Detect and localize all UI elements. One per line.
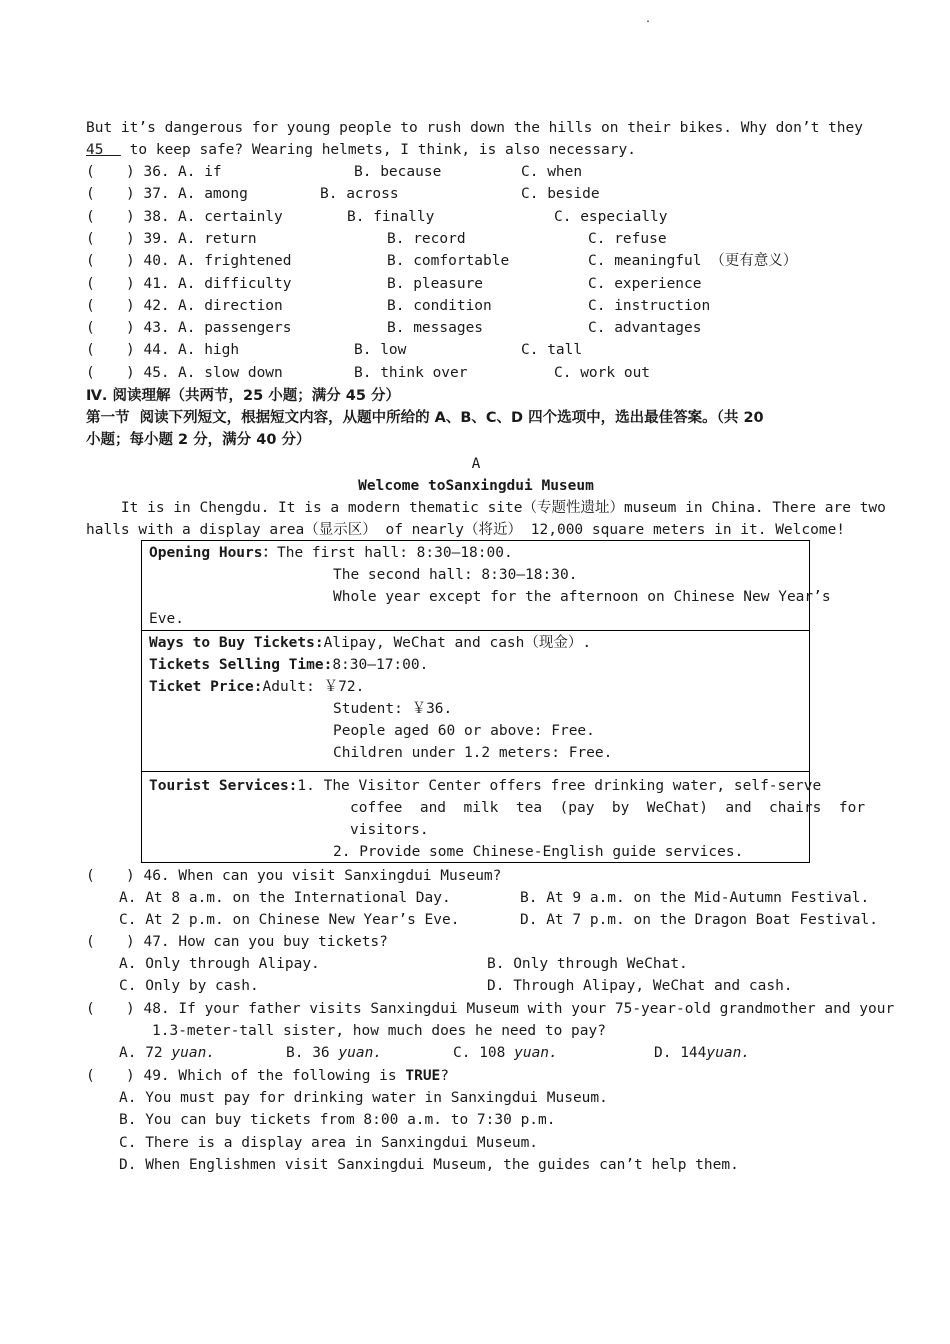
question-48-text: ) 48. If your father visits Sanxingdui Museum with your 75-year-old grandmother and your [126,1001,895,1017]
answer-paren: ( [86,208,95,225]
passage-para-line-2: halls with a display area（显示区） of nearly（将近） 12,000 square meters in it. Welcome! [86,522,846,538]
price-student: Student: ￥36. [333,701,453,717]
answer-paren: ( [86,164,95,180]
cloze-option-b: B. record [387,230,466,247]
section-instruction-2: 小题；每小题 2 分，满分 40 分） [86,432,311,448]
cloze-option-c: C. tall [521,342,583,359]
cloze-option-a: A. if [178,164,222,180]
question-46-text: ) 46. When can you visit Sanxingdui Museum? [126,868,502,884]
ways-value: Alipay, WeChat and cash（现金）. [323,635,592,651]
option-49a: A. You must pay for drinking water in Sanxingdui Museum. [119,1090,608,1106]
ticket-price-label: Ticket Price: [149,679,263,695]
cloze-option-a: A. certainly [178,208,283,225]
cloze-question-number: ) 42. [126,297,170,314]
cloze-option-a: A. difficulty [178,275,292,292]
service-2: 2. Provide some Chinese-English guide services. [333,844,744,860]
ways-label: Ways to Buy Tickets: [149,635,324,651]
passage-title: Welcome toSanxingdui Museum [358,478,594,494]
cloze-option-c: C. when [521,164,583,180]
cloze-option-c: C. instruction [588,297,711,314]
option-46a: A. At 8 a.m. on the International Day. [119,890,451,906]
cloze-question-number: ) 44. [126,342,170,359]
answer-paren: ( [86,364,95,381]
option-49d: D. When Englishmen visit Sanxingdui Museum, the guides can’t help them. [119,1157,739,1173]
cloze-option-c: C. beside [521,186,600,203]
question-48-cont: 1.3-meter-tall sister, how much does he need to pay? [152,1023,606,1039]
selling-time-label: Tickets Selling Time: [149,657,333,673]
hours-exception-cont: Eve. [149,611,184,627]
intro-line-2 [86,139,636,161]
cloze-option-b: B. because [354,164,442,180]
cloze-option-b: B. comfortable [387,253,510,270]
price-adult: Adult: ￥72. [262,679,365,695]
cloze-question-number: ) 45. [126,364,170,381]
opening-hours-label: Opening Hours： [149,545,277,561]
cloze-question-number: ) 41. [126,275,170,292]
cloze-option-b: B. across [320,186,399,203]
question-49-text: ) 49. Which of the following is [126,1068,406,1084]
service-1-cont-2: visitors. [350,822,429,838]
answer-paren: ( [86,320,95,337]
cloze-question-number: ) 37. [126,186,170,203]
cloze-question-number: ) 39. [126,230,170,247]
cloze-option-c: C. especially [554,208,668,225]
option-47a: A. Only through Alipay. [119,956,320,972]
cloze-option-c: C. refuse [588,230,667,247]
answer-paren: ( [86,297,95,314]
option-49c: C. There is a display area in Sanxingdui Museum. [119,1135,539,1151]
services-box [141,771,866,863]
option-47c: C. Only by cash. [119,978,259,994]
intro-line-1: But it’s dangerous for young people to rush down the hills on their bikes. Why don’t they [86,120,863,136]
cloze-option-c: C. work out [554,364,651,381]
section-instruction-1: 第一节 阅读下列短文，根据短文内容，从题中所给的 A、B、C、D 四个选项中，选出最佳答案。（共 20 [86,410,764,426]
answer-paren: ( [86,1068,95,1084]
option-47b: B. Only through WeChat. [487,956,688,972]
answer-paren: ( [86,186,95,203]
answer-paren: ( [86,934,95,950]
services-label: Tourist Services: [149,778,298,794]
passage-para-line-1: It is in Chengdu. It is a modern thematic site（专题性遗址）museum in China. There are two [86,500,886,516]
cloze-option-a: A. frightened [178,253,292,270]
price-children: Children under 1.2 meters: Free. [333,745,613,761]
cloze-question-number: ) 43. [126,320,170,337]
cloze-option-b: B. finally [347,208,435,225]
option-46d: D. At 7 p.m. on the Dragon Boat Festival. [520,912,878,928]
service-1-cont: coffee and milk tea (pay by WeChat) and chairs for [350,800,866,816]
cloze-option-a: A. among [178,186,248,203]
cloze-option-a: A. high [178,342,240,359]
page-dot: . [645,14,652,25]
hours-first-hall: The first hall: 8:30—18:00. [277,545,513,561]
question-49-mark: ? [440,1068,450,1084]
intro-line-2-text: to keep safe? Wearing helmets, I think, is also necessary. [120,142,636,158]
blank-45: 45 [86,142,121,158]
answer-paren: ( [86,275,95,292]
cloze-question-number: ) 40. [126,253,170,270]
cloze-question-number: ) 38. [126,208,170,225]
hours-exception: Whole year except for the afternoon on Chinese New Year’s [333,589,831,605]
cloze-option-a: A. direction [178,297,283,314]
cloze-option-b: B. pleasure [387,275,484,292]
cloze-question-number: ) 36. [126,164,170,180]
cloze-option-c: C. experience [588,275,702,292]
question-47-text: ) 47. How can you buy tickets? [126,934,388,950]
answer-paren: ( [86,230,95,247]
answer-paren: ( [86,253,95,270]
section-heading: Ⅳ. 阅读理解（共两节，25 小题；满分 45 分） [86,388,400,404]
option-46c: C. At 2 p.m. on Chinese New Year’s Eve. [119,912,460,928]
price-seniors: People aged 60 or above: Free. [333,723,595,739]
hours-second-hall: The second hall: 8:30—18:30. [333,567,578,583]
answer-paren: ( [86,1001,95,1017]
option-46b: B. At 9 a.m. on the Mid-Autumn Festival. [520,890,870,906]
option-48a: A. 72 yuan. [119,1045,216,1061]
answer-paren: ( [86,868,95,884]
cloze-option-b: B. condition [387,297,492,314]
answer-paren: ( [86,342,95,359]
cloze-option-a: A. slow down [178,364,283,381]
option-48d: D. 144yuan. [654,1045,751,1061]
cloze-option-c: C. meaningful （更有意义） [588,253,798,270]
selling-time-value: 8:30—17:00. [332,657,429,673]
cloze-option-b: B. think over [354,364,468,381]
service-1: 1. The Visitor Center offers free drinking water, self-serve [297,778,822,794]
option-48c: C. 108 yuan. [453,1045,558,1061]
cloze-option-b: B. messages [387,320,484,337]
question-49-true: TRUE [405,1068,441,1084]
cloze-option-a: A. return [178,230,257,247]
cloze-option-b: B. low [354,342,407,359]
opening-hours-box [141,540,831,631]
option-48b: B. 36 yuan. [286,1045,383,1061]
option-49b: B. You can buy tickets from 8:00 a.m. to 7:30 p.m. [119,1112,556,1128]
cloze-option-c: C. advantages [588,320,702,337]
cloze-option-a: A. passengers [178,320,292,337]
option-47d: D. Through Alipay, WeChat and cash. [487,978,793,994]
tickets-box [141,630,810,772]
passage-letter: A [471,456,481,472]
